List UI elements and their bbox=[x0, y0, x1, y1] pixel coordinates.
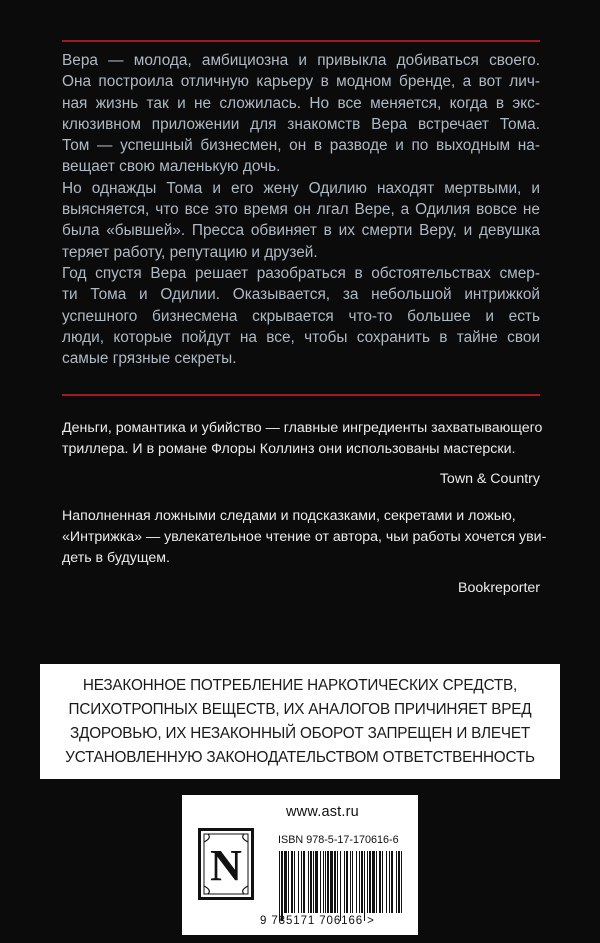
logo-letter: N bbox=[210, 841, 242, 890]
barcode-bar bbox=[389, 851, 390, 913]
barcode-bar bbox=[364, 851, 365, 921]
synopsis-text bbox=[62, 50, 540, 369]
quote-line: Наполненная ложными следами и подсказками, секретами и ложью, bbox=[62, 508, 516, 524]
synopsis-line: ти Тома и Одилии. Оказывается, за небольшой интрижкой bbox=[62, 286, 540, 304]
warning-line: ЗДОРОВЬЮ, ИХ НЕЗАКОННЫЙ ОБОРОТ ЗАПРЕЩЕН И ВЛЕЧЕТ bbox=[70, 725, 530, 742]
barcode-bar bbox=[310, 851, 312, 913]
synopsis-line: Но однажды Тома и его жену Одилию находят мертвыми, и bbox=[62, 179, 540, 197]
top-divider-line bbox=[62, 40, 540, 42]
barcode-bar bbox=[308, 851, 309, 913]
synopsis-line: Она построила отличную карьеру в модном бренде, а вот лич- bbox=[62, 73, 540, 91]
synopsis-line: клюзивном приложении для знакомств Вера встречает Тома. bbox=[62, 115, 540, 133]
barcode-bar bbox=[344, 851, 345, 913]
barcode-bar bbox=[372, 851, 375, 913]
warning-line: НЕЗАКОННОЕ ПОТРЕБЛЕНИЕ НАРКОТИЧЕСКИХ СРЕДСТВ, bbox=[82, 677, 518, 694]
synopsis-line: Том — успешный бизнесмен, он в разводе и по выходным на- bbox=[62, 137, 540, 155]
synopsis-paragraph-3 bbox=[62, 263, 540, 369]
quote-line: деть в будущем. bbox=[62, 550, 170, 566]
barcode-bar bbox=[330, 851, 333, 913]
barcode-bar bbox=[361, 851, 363, 913]
quote-line: триллера. И в романе Флоры Коллинз они использованы мастерски. bbox=[62, 441, 516, 457]
barcode-digits: 9 785171 706166 > bbox=[260, 915, 375, 927]
barcode-bar bbox=[294, 851, 295, 913]
barcode-bar bbox=[284, 851, 287, 913]
synopsis-line: самые грязные секреты. bbox=[62, 350, 237, 368]
synopsis-paragraph-1 bbox=[62, 50, 540, 178]
barcode-bar bbox=[325, 851, 326, 913]
synopsis-line: Вера — молода, амбициозна и привыкла добиваться своего. bbox=[62, 52, 540, 69]
review-quote-2 bbox=[62, 506, 547, 599]
barcode-bar bbox=[288, 851, 289, 913]
barcode-icon bbox=[278, 851, 404, 921]
warning-line: ПСИХОТРОПНЫХ ВЕЩЕСТВ, ИХ АНАЛОГОВ ПРИЧИНЯЕТ ВРЕД bbox=[68, 701, 532, 718]
barcode-bar bbox=[382, 851, 383, 913]
synopsis-line: люди, которые пойдут на все, чтобы сохранить в тайне свои bbox=[62, 328, 540, 346]
synopsis-paragraph-2 bbox=[62, 178, 540, 263]
barcode-bar bbox=[337, 851, 338, 913]
barcode-bar bbox=[369, 851, 371, 913]
warning-line: УСТАНОВЛЕННУЮ ЗАКОНОДАТЕЛЬСТВОМ ОТВЕТСТВЕННОСТЬ bbox=[65, 749, 535, 766]
barcode-panel bbox=[182, 795, 418, 935]
isbn-text: ISBN 978-5-17-170616-6 bbox=[278, 834, 399, 846]
quote-source: Town & Country bbox=[439, 471, 540, 487]
barcode-bar bbox=[379, 851, 381, 913]
publisher-logo-icon bbox=[198, 828, 254, 900]
barcode-bar bbox=[301, 851, 302, 913]
publisher-url: www.ast.ru bbox=[286, 804, 359, 820]
barcode-bar bbox=[291, 851, 293, 913]
review-quote-1 bbox=[62, 418, 543, 490]
barcode-bar bbox=[346, 851, 348, 913]
synopsis-line: вещает свою маленькую дочь. bbox=[62, 158, 281, 176]
barcode-bar bbox=[315, 851, 318, 913]
barcode-bar bbox=[323, 851, 324, 913]
barcode-bar bbox=[350, 851, 351, 913]
legal-warning-box bbox=[40, 664, 560, 779]
quote-line: Деньги, романтика и убийство — главные ингредиенты захватывающего bbox=[62, 420, 543, 436]
synopsis-line: успешного бизнесмена скрывается что-то большее и есть bbox=[62, 307, 540, 325]
synopsis-line: выясняется, что все это время он лгал Вере, а Одилия вовсе не bbox=[62, 201, 540, 219]
synopsis-line: ная жизнь так и не сложилась. Но все меняется, когда в экс- bbox=[62, 94, 540, 112]
barcode-bar bbox=[303, 851, 305, 913]
synopsis-line: теряет работу, репутацию и друзей. bbox=[62, 243, 318, 261]
barcode-bar bbox=[320, 851, 321, 913]
barcode-bar bbox=[352, 851, 353, 913]
barcode-bar bbox=[298, 851, 299, 913]
barcode-bar bbox=[401, 851, 402, 913]
barcode-bar bbox=[376, 851, 377, 913]
quote-line: «Интрижка» — увлекательное чтение от автора, чьи работы хочется уви- bbox=[62, 529, 547, 545]
barcode-bar bbox=[359, 851, 360, 913]
synopsis-line: Год спустя Вера решает разобраться в обстоятельствах смер- bbox=[62, 264, 540, 282]
barcode-bar bbox=[367, 851, 368, 913]
barcode-bar bbox=[340, 851, 341, 921]
middle-divider-line bbox=[62, 394, 540, 396]
barcode-bar bbox=[386, 851, 387, 913]
barcode-bar bbox=[334, 851, 336, 913]
barcode-bar bbox=[398, 851, 400, 913]
synopsis-line: была «бывшей». Пресса обвиняет в их смерти Веру, и девушка bbox=[62, 222, 540, 240]
barcode-bar bbox=[327, 851, 329, 913]
quote-source: Bookreporter bbox=[457, 580, 540, 596]
barcode-bar bbox=[313, 851, 314, 913]
barcode-bar bbox=[281, 851, 283, 921]
barcode-bar bbox=[356, 851, 357, 913]
barcode-bar bbox=[279, 851, 280, 921]
barcode-bar bbox=[391, 851, 393, 913]
barcode-bar bbox=[396, 851, 397, 913]
